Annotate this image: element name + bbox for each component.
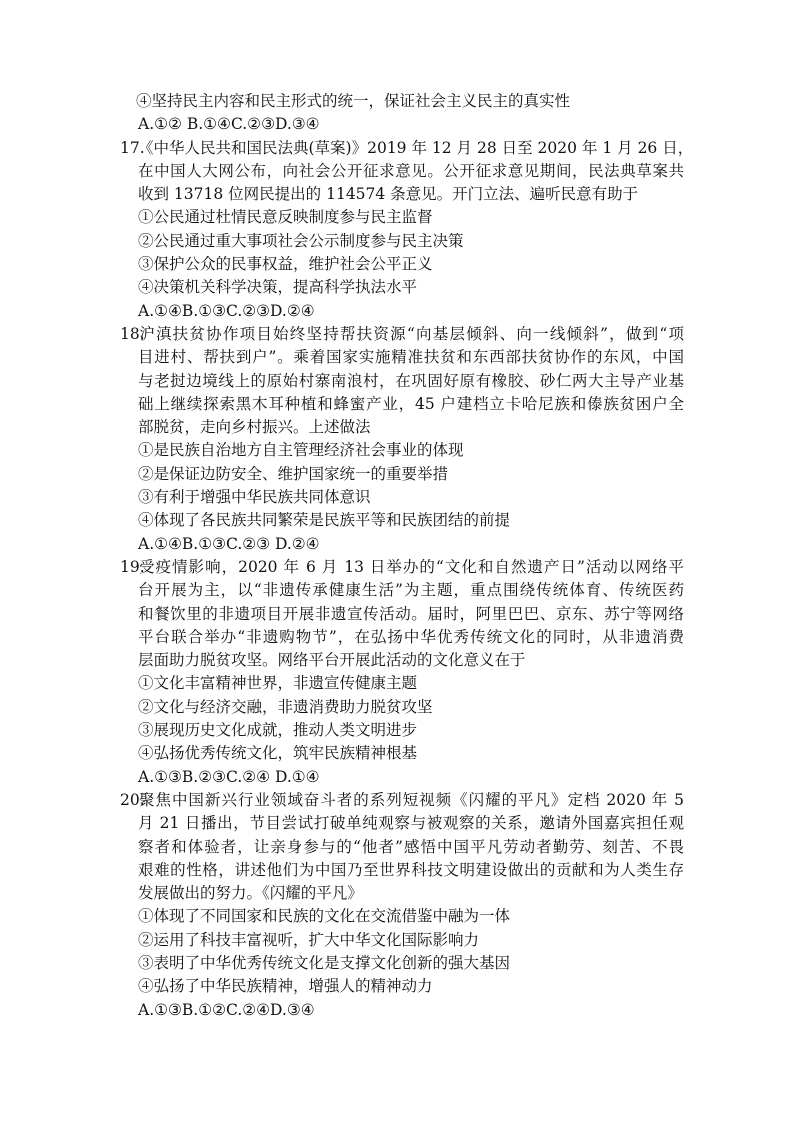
q18-stem-line-5: 部脱贫，走向乡村振兴。上述做法 <box>138 418 371 437</box>
q17-stem-line-3: 收到 13718 位网民提出的 114574 条意见。开门立法、遍听民意有助于 <box>138 185 639 204</box>
q19-number: 19. <box>120 557 145 576</box>
q20-number: 20. <box>120 790 145 809</box>
question-20 <box>120 789 684 1022</box>
q18-stem-line-4: 础上继续探索黑木耳种植和蜂蜜产业，45 户建档立卡哈尼族和傣族贫困户全 <box>138 394 684 413</box>
q17-stem-line-1: 17.《中华人民共和国民法典(草案)》2019 年 12 月 28 日至 2020 年 1 月 26 日， <box>138 137 684 160</box>
q19-stem-line-3: 和餐饮里的非遗项目开展非遗宣传活动。届时，阿里巴巴、京东、苏宁等网络 <box>138 604 684 623</box>
q19-option-1: ①文化丰富精神世界，非遗宣传健康主题 <box>138 674 418 693</box>
q19-stem-line-5: 层面助力脱贫攻坚。网络平台开展此活动的文化意义在于 <box>138 651 526 670</box>
q17-option-2: ②公民通过重大事项社会公示制度参与民主决策 <box>138 231 464 250</box>
q20-answer-choices: A.①③B.①②C.②④D.③④ <box>138 1000 315 1019</box>
q17-option-1: ①公民通过杜情民意反映制度参与民主监督 <box>138 208 433 227</box>
q20-stem-line-2: 月 21 日播出，节目尝试打破单纯观察与被观察的关系，邀请外国嘉宾担任观 <box>138 814 684 833</box>
q18-option-2: ②是保证边防安全、维护国家统一的重要举措 <box>138 464 449 483</box>
q17-option-3: ③保护公众的民事权益，维护社会公平正义 <box>138 255 433 274</box>
q17-answer-choices: A.①④B.①③C.②③D.②④ <box>138 301 315 320</box>
q20-stem-line-1: 20.聚焦中国新兴行业领域奋斗者的系列短视频《闪耀的平凡》定档 2020 年 5 <box>138 789 684 812</box>
question-19 <box>120 556 684 789</box>
q18-answer-choices: A.①④B.①③C.②③ D.②④ <box>138 534 320 553</box>
q17-stem-line-2: 在中国人大网公布，向社会公开征求意见。公开征求意见期间，民法典草案共 <box>138 161 684 180</box>
q18-number: 18. <box>120 324 145 343</box>
q17-number: 17. <box>120 138 145 157</box>
q18-stem-line-3: 与老挝边境线上的原始村寨南浪村，在巩固好原有橡胶、砂仁两大主导产业基 <box>138 371 684 390</box>
q19-option-2: ②文化与经济交融，非遗消费助力脱贫攻坚 <box>138 697 433 716</box>
q20-stem-line-5: 发展做出的努力。《闪耀的平凡》 <box>138 884 363 903</box>
q19-option-4: ④弘扬优秀传统文化，筑牢民族精神根基 <box>138 744 418 763</box>
q19-stem-line-2: 台开展为主，以“非遗传承健康生活”为主题，重点围绕传统体育、传统医药 <box>138 581 684 600</box>
q20-option-4: ④弘扬了中华民族精神，增强人的精神动力 <box>138 977 433 996</box>
q16-option-4: ④坚持民主内容和民主形式的统一，保证社会主义民主的真实性 <box>136 92 571 110</box>
q16-answer-choices: A.①② B.①④C.②③D.③④ <box>138 115 320 134</box>
q20-option-3: ③表明了中华优秀传统文化是支撑文化创新的强大基因 <box>138 953 511 972</box>
question-18 <box>120 323 684 556</box>
q19-stem-line-4: 平台联合举办“非遗购物节”，在弘扬中华优秀传统文化的同时，从非遗消费 <box>138 627 684 646</box>
q18-option-4: ④体现了各民族共同繁荣是民族平等和民族团结的前提 <box>138 511 511 530</box>
q19-answer-choices: A.①③B.②③C.②④ D.①④ <box>138 767 320 786</box>
q19-option-3: ③展现历史文化成就，推动人类文明进步 <box>138 721 418 740</box>
q20-option-1: ①体现了不同国家和民族的文化在交流借鉴中融为一体 <box>138 907 511 926</box>
q20-stem-line-3: 察者和体验者，让亲身参与的“他者”感悟中国平凡劳动者勤劳、刻苦、不畏 <box>138 837 684 856</box>
question-17 <box>120 137 694 323</box>
q17-option-4: ④决策机关科学决策，提高科学执法水平 <box>138 278 418 297</box>
q20-option-2: ②运用了科技丰富视听，扩大中华文化国际影响力 <box>138 930 480 949</box>
q18-option-3: ③有利于增强中华民族共同体意识 <box>138 488 371 507</box>
q18-option-1: ①是民族自治地方自主管理经济社会事业的体现 <box>138 441 464 460</box>
q18-stem-line-2: 目进村、帮扶到户”。乘着国家实施精准扶贫和东西部扶贫协作的东风，中国 <box>138 348 684 367</box>
q19-stem-line-1: 19.受疫情影响，2020 年 6 月 13 日举办的“文化和自然遗产日”活动以网络平 <box>138 556 684 579</box>
q20-stem-line-4: 艰难的性格，讲述他们为中国乃至世界科技文明建设做出的贡献和为人类生存 <box>138 860 684 879</box>
q18-stem-line-1: 18.沪滇扶贫协作项目始终坚持帮扶资源“向基层倾斜、向一线倾斜”，做到“项 <box>138 323 684 346</box>
